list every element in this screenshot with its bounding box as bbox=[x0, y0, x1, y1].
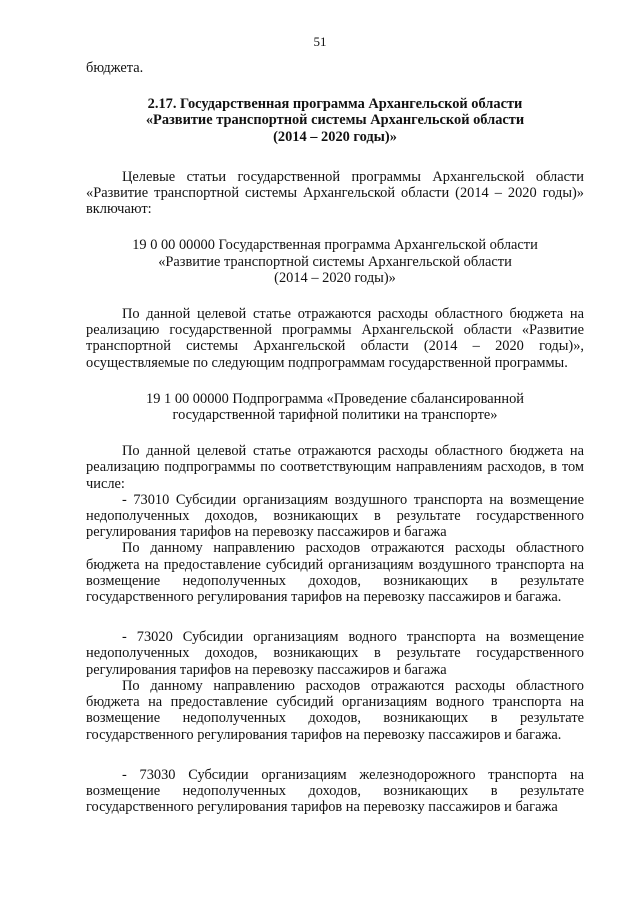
intro-paragraph: Целевые статьи государственной программы Архангельской области «Развитие транспортной системы Архангельской области (2014 – 2020 годы)» включают: bbox=[86, 168, 584, 218]
section-heading-line-3: (2014 – 2020 годы)» bbox=[273, 128, 397, 145]
target-article-190-line-2: «Развитие транспортной системы Архангельской области bbox=[158, 253, 512, 270]
target-article-190-description: По данной целевой статье отражаются расходы областного бюджета на реализацию государственной программы Архангельской области «Развитие транспортной системы Архангельской области (2014 – 2020 годы)», осуществляемые по следующим подпрограммам государственной программы. bbox=[86, 306, 584, 371]
expense-item-73010-description: По данному направлению расходов отражаются расходы областного бюджета на предоставление субсидий организациям воздушного транспорта на возмещение недополученных доходов, возникающих в результате государственного регулирования тарифов на перевозку пассажиров и багажа. bbox=[86, 540, 584, 606]
expense-item-73020-title: - 73020 Субсидии организациям водного транспорта на возмещение недополученных доходов, возникающих в результате государственного регулирования тарифов на перевозку пассажиров и багажа bbox=[86, 629, 584, 678]
section-heading-line-2: «Развитие транспортной системы Архангельской области bbox=[145, 112, 525, 129]
expense-item-73010-title: - 73010 Субсидии организациям воздушного транспорта на возмещение недополученных доходов, возникающих в результате государственного регулирования тарифов на перевозку пассажиров и багажа bbox=[86, 491, 584, 541]
document-body bbox=[86, 60, 584, 815]
target-article-191-description: По данной целевой статье отражаются расходы областного бюджета на реализацию подпрограммы по соответствующим направлениям расходов, в том числе: bbox=[86, 443, 584, 492]
section-heading bbox=[86, 96, 584, 145]
target-article-191 bbox=[86, 391, 584, 423]
expense-item-73020-description: По данному направлению расходов отражаются расходы областного бюджета на предоставление субсидий организациям водного транспорта на возмещение недополученных доходов, возникающих в результате государственного регулирования тарифов на перевозку пассажиров и багажа. bbox=[86, 677, 584, 743]
expense-item-73030-title: - 73030 Субсидии организациям железнодорожного транспорта на возмещение недополученных доходов, возникающих в результате государственного регулирования тарифов на перевозку пассажиров и багажа bbox=[86, 766, 584, 816]
target-article-191-line-2: государственной тарифной политики на транспорте» bbox=[172, 407, 498, 424]
target-article-191-line-1: 19 1 00 00000 Подпрограмма «Проведение сбалансированной bbox=[146, 390, 524, 407]
carryover-text: бюджета. bbox=[86, 60, 144, 76]
page-number: 51 bbox=[313, 34, 327, 49]
target-article-190-line-1: 19 0 00 00000 Государственная программа Архангельской области bbox=[132, 237, 538, 254]
target-article-190-line-3: (2014 – 2020 годы)» bbox=[274, 269, 396, 286]
target-article-190 bbox=[86, 237, 584, 286]
section-heading-line-1: 2.17. Государственная программа Архангельской области bbox=[147, 96, 523, 113]
